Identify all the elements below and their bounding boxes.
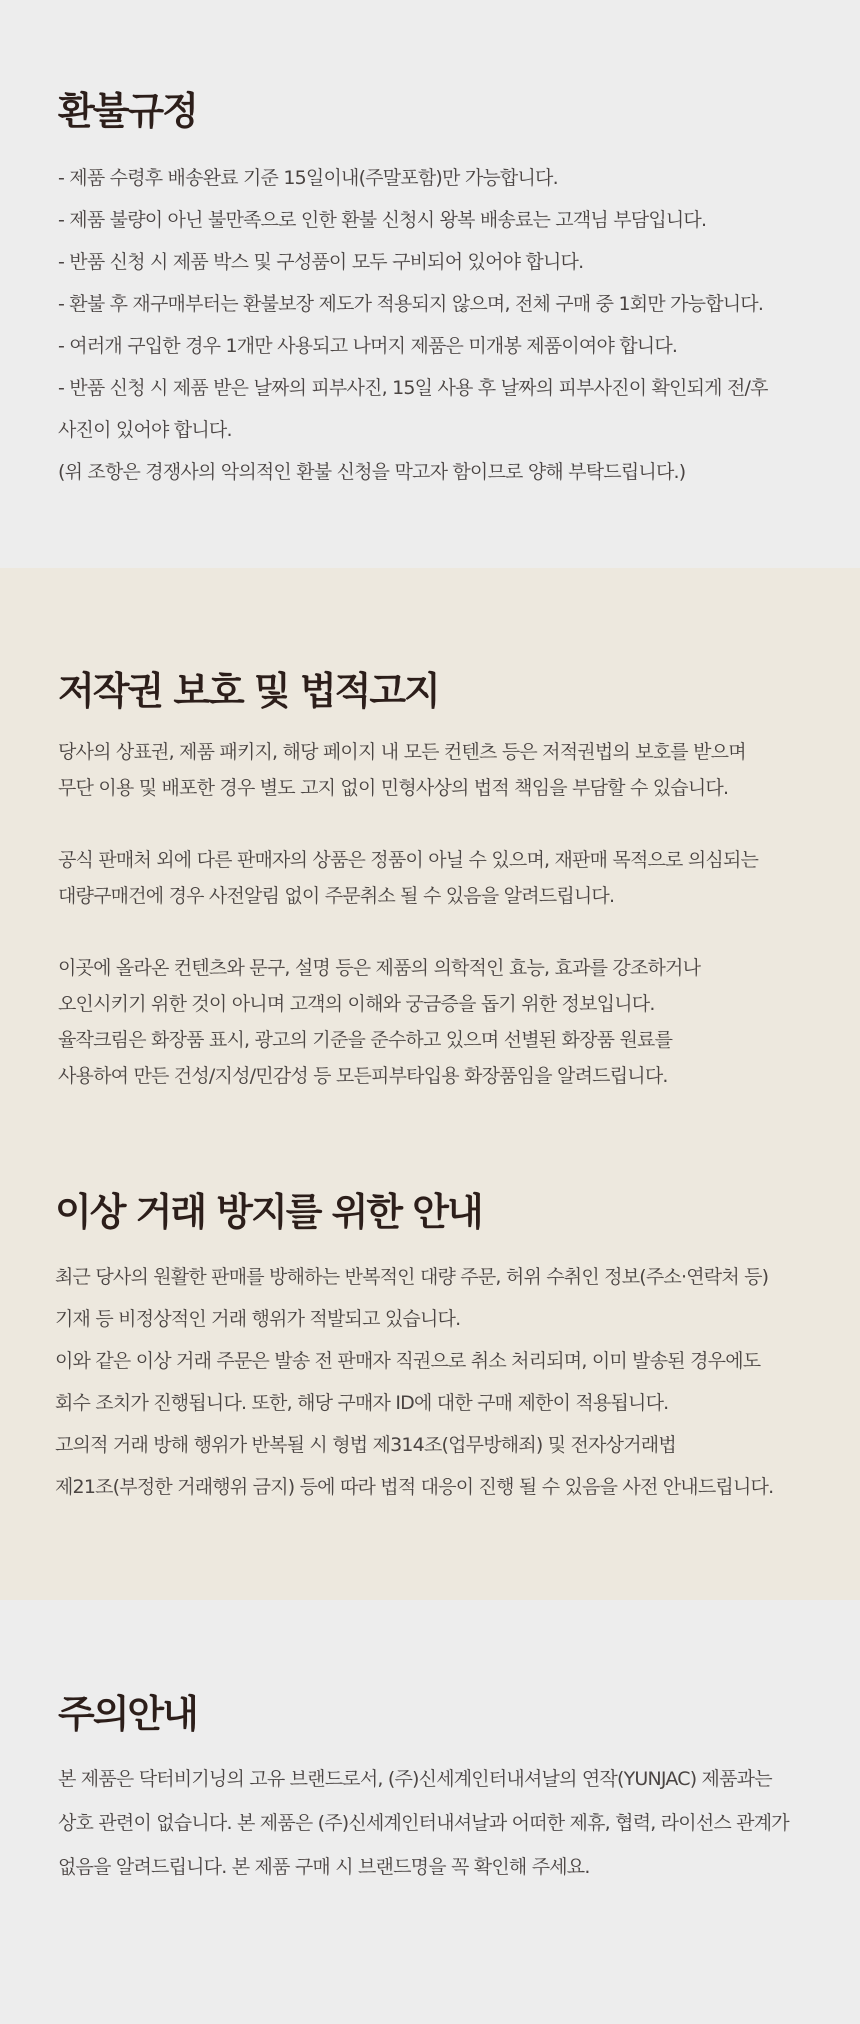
copyright-line: 무단 이용 및 배포한 경우 별도 고지 없이 민형사상의 법적 책임을 부담할 수 있습니다. bbox=[58, 777, 729, 799]
notice-title: 주의안내 bbox=[58, 1692, 197, 1736]
abnormal-transaction-line: 최근 당사의 원활한 판매를 방해하는 반복적인 대량 주문, 허위 수취인 정보(주소·연락처 등) bbox=[55, 1266, 769, 1288]
refund-policy-section bbox=[0, 0, 860, 568]
refund-policy-line: - 여러개 구입한 경우 1개만 사용되고 나머지 제품은 미개봉 제품이여야 합니다. bbox=[58, 335, 678, 357]
copyright-line: 대량구매건에 경우 사전알림 없이 주문취소 될 수 있음을 알려드립니다. bbox=[58, 885, 615, 907]
copyright-body bbox=[58, 734, 758, 1094]
refund-policy-line: - 반품 신청 시 제품 받은 날짜의 피부사진, 15일 사용 후 날짜의 피부사진이 확인되게 전/후 bbox=[58, 377, 768, 399]
copyright-line: 사용하여 만든 건성/지성/민감성 등 모든피부타입용 화장품임을 알려드립니다. bbox=[58, 1065, 668, 1087]
refund-policy-line: (위 조항은 경쟁사의 악의적인 환불 신청을 막고자 함이므로 양해 부탁드립니다.) bbox=[58, 461, 686, 483]
refund-policy-line: - 제품 수령후 배송완료 기준 15일이내(주말포함)만 가능합니다. bbox=[58, 167, 558, 189]
notice-line: 상호 관련이 없습니다. 본 제품은 (주)신세계인터내셔날과 어떠한 제휴, 협력, 라이선스 관계가 bbox=[58, 1812, 789, 1834]
notice-line: 본 제품은 닥터비기닝의 고유 브랜드로서, (주)신세계인터내셔날의 연작(YUNJAC) 제품과는 bbox=[58, 1768, 772, 1790]
copyright-line: 당사의 상표권, 제품 패키지, 해당 페이지 내 모든 컨텐츠 등은 저적권법의 보호를 받으며 bbox=[58, 741, 746, 763]
notice-section bbox=[0, 1600, 860, 2024]
notice-body bbox=[58, 1757, 789, 1889]
copyright-line: 율작크림은 화장품 표시, 광고의 기준을 준수하고 있으며 선별된 화장품 원료를 bbox=[58, 1029, 673, 1051]
abnormal-transaction-title: 이상 거래 방지를 위한 안내 bbox=[55, 1190, 482, 1234]
refund-policy-body bbox=[58, 157, 768, 493]
refund-policy-line: 사진이 있어야 합니다. bbox=[58, 419, 232, 441]
legal-section bbox=[0, 568, 860, 1600]
abnormal-transaction-line: 기재 등 비정상적인 거래 행위가 적발되고 있습니다. bbox=[55, 1308, 461, 1330]
copyright-line: 오인시키기 위한 것이 아니며 고객의 이해와 궁금증을 돕기 위한 정보입니다. bbox=[58, 993, 655, 1015]
abnormal-transaction-line: 고의적 거래 방해 행위가 반복될 시 형법 제314조(업무방해죄) 및 전자상거래법 bbox=[55, 1434, 676, 1456]
abnormal-transaction-line: 회수 조치가 진행됩니다. 또한, 해당 구매자 ID에 대한 구매 제한이 적용됩니다. bbox=[55, 1392, 669, 1414]
abnormal-transaction-line: 제21조(부정한 거래행위 금지) 등에 따라 법적 대응이 진행 될 수 있음을 사전 안내드립니다. bbox=[55, 1476, 774, 1498]
refund-policy-line: - 환불 후 재구매부터는 환불보장 제도가 적용되지 않으며, 전체 구매 중 1회만 가능합니다. bbox=[58, 293, 764, 315]
copyright-line: 이곳에 올라온 컨텐츠와 문구, 설명 등은 제품의 의학적인 효능, 효과를 강조하거나 bbox=[58, 957, 701, 979]
abnormal-transaction-line: 이와 같은 이상 거래 주문은 발송 전 판매자 직권으로 취소 처리되며, 이미 발송된 경우에도 bbox=[55, 1350, 761, 1372]
copyright-line: 공식 판매처 외에 다른 판매자의 상품은 정품이 아닐 수 있으며, 재판매 목적으로 의심되는 bbox=[58, 849, 759, 871]
abnormal-transaction-body bbox=[55, 1256, 773, 1508]
refund-policy-line: - 반품 신청 시 제품 박스 및 구성품이 모두 구비되어 있어야 합니다. bbox=[58, 251, 584, 273]
notice-line: 없음을 알려드립니다. 본 제품 구매 시 브랜드명을 꼭 확인해 주세요. bbox=[58, 1856, 590, 1878]
copyright-title: 저작권 보호 및 법적고지 bbox=[58, 669, 439, 713]
refund-policy-title: 환불규정 bbox=[58, 89, 197, 133]
refund-policy-line: - 제품 불량이 아닌 불만족으로 인한 환불 신청시 왕복 배송료는 고객님 부담입니다. bbox=[58, 209, 707, 231]
